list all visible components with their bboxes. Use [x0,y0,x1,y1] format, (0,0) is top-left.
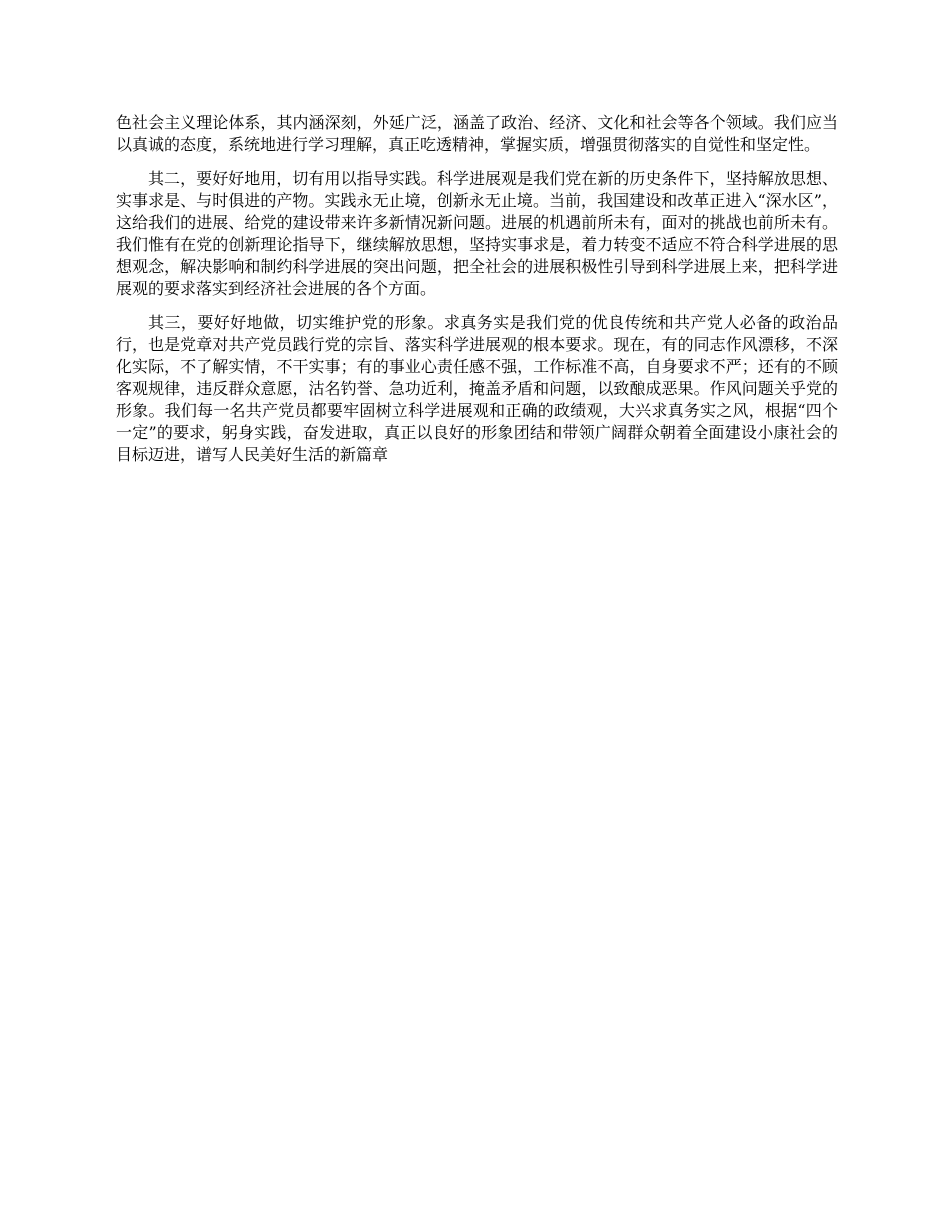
document-body [116,112,838,478]
paragraph-second-point: 其二，要好好地用，切有用以指导实践。科学进展观是我们党在新的历史条件下，坚持解放思想、实事求是、与时俱进的产物。实践永无止境，创新永无止境。当前，我国建设和改革正进入“深水区”，这给我们的进展、给党的建设带来许多新情况新问题。进展的机遇前所未有，面对的挑战也前所未有。我们惟有在党的创新理论指导下，继续解放思想，坚持实事求是，着力转变不适应不符合科学进展的思想观念，解决影响和制约科学进展的突出问题，把全社会的进展积极性引导到科学进展上来，把科学进展观的要求落实到经济社会进展的各个方面。 [116,169,838,298]
paragraph-third-point: 其三，要好好地做，切实维护党的形象。求真务实是我们党的优良传统和共产党人必备的政治品行，也是党章对共产党员践行党的宗旨、落实科学进展观的根本要求。现在，有的同志作风漂移，不深化实际，不了解实情，不干实事；有的事业心责任感不强，工作标准不高，自身要求不严；还有的不顾客观规律，违反群众意愿，沽名钓誉、急功近利，掩盖矛盾和问题，以致酿成恶果。作风问题关乎党的形象。我们每一名共产党员都要牢固树立科学进展观和正确的政绩观，大兴求真务实之风，根据“四个一定”的要求，躬身实践，奋发进取，真正以良好的形象团结和带领广阔群众朝着全面建设小康社会的目标迈进，谱写人民美好生活的新篇章 [116,313,838,464]
paragraph-continuation: 色社会主义理论体系，其内涵深刻，外延广泛，涵盖了政治、经济、文化和社会等各个领域。我们应当以真诚的态度，系统地进行学习理解，真正吃透精神，掌握实质，增强贯彻落实的自觉性和坚定性。 [116,113,838,154]
